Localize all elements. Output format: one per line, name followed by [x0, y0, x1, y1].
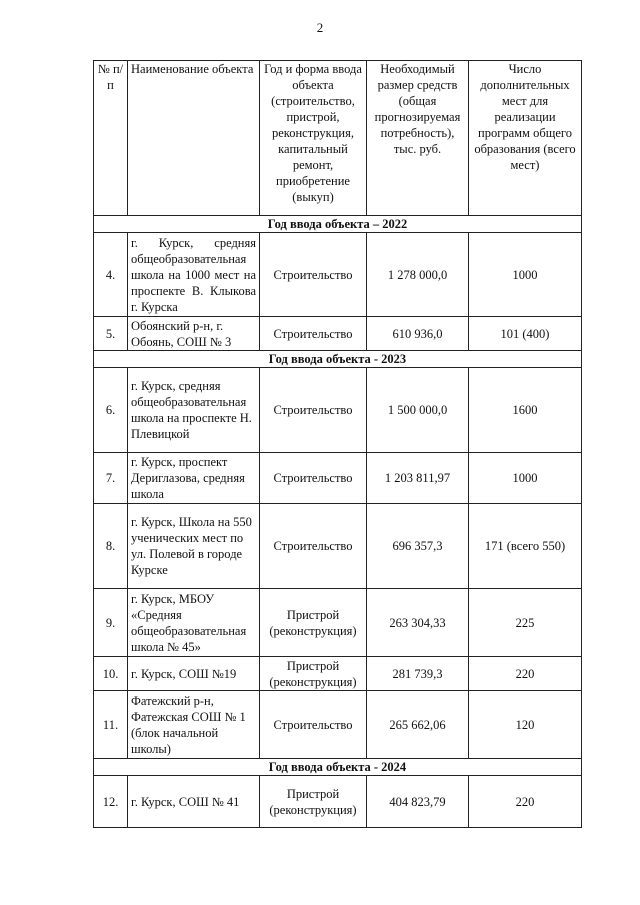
table-row [94, 504, 582, 589]
header-form: Год и форма ввода объекта (строительство, пристрой, реконструкция, капитальный ремонт, приобретение (выкуп) [260, 61, 367, 216]
page-number: 2 [316, 20, 324, 35]
table-row [94, 691, 582, 759]
object-form: Строительство [260, 504, 367, 589]
object-name: г. Курск, проспект Дериглазова, средняя школа [128, 453, 260, 504]
object-funds: 265 662,06 [367, 691, 469, 759]
object-places: 120 [469, 691, 582, 759]
section-title-2022: Год ввода объекта – 2022 [94, 216, 582, 233]
object-name: Фатежский р-н, Фатежская СОШ № 1 (блок начальной школы) [128, 691, 260, 759]
object-funds: 1 203 811,97 [367, 453, 469, 504]
object-funds: 610 936,0 [367, 317, 469, 351]
object-name: г. Курск, Школа на 550 ученических мест по ул. Полевой в городе Курске [128, 504, 260, 589]
section-row-2023 [94, 351, 582, 368]
object-places: 101 (400) [469, 317, 582, 351]
object-funds: 263 304,33 [367, 589, 469, 657]
object-form: Строительство [260, 317, 367, 351]
object-form: Пристрой (реконструкция) [260, 776, 367, 828]
object-form: Строительство [260, 453, 367, 504]
object-name: г. Курск, СОШ №19 [128, 657, 260, 691]
header-object-name: Наименование объекта [128, 61, 260, 216]
object-form: Строительство [260, 691, 367, 759]
object-places: 220 [469, 657, 582, 691]
object-name: Обоянский р-н, г. Обоянь, СОШ № 3 [128, 317, 260, 351]
object-places: 1600 [469, 368, 582, 453]
row-number: 6. [94, 368, 128, 453]
table-row [94, 657, 582, 691]
object-name: г. Курск, СОШ № 41 [128, 776, 260, 828]
objects-table [93, 60, 582, 828]
object-funds: 281 739,3 [367, 657, 469, 691]
section-row-2022 [94, 216, 582, 233]
row-number: 7. [94, 453, 128, 504]
table-row [94, 776, 582, 828]
object-places: 1000 [469, 233, 582, 317]
object-name: г. Курск, средняя общеобразовательная школа на проспекте Н. Плевицкой [128, 368, 260, 453]
object-places: 171 (всего 550) [469, 504, 582, 589]
table-row [94, 589, 582, 657]
object-places: 225 [469, 589, 582, 657]
object-funds: 696 357,3 [367, 504, 469, 589]
row-number: 4. [94, 233, 128, 317]
table-row [94, 368, 582, 453]
object-name: г. Курск, МБОУ «Средняя общеобразовательная школа № 45» [128, 589, 260, 657]
object-form: Строительство [260, 368, 367, 453]
section-title-2023: Год ввода объекта - 2023 [94, 351, 582, 368]
object-funds: 1 278 000,0 [367, 233, 469, 317]
table-row [94, 453, 582, 504]
object-funds: 404 823,79 [367, 776, 469, 828]
object-name: г. Курск, средняя общеобразовательная школа на 1000 мест на проспекте В. Клыкова г. Курска [128, 233, 260, 317]
object-places: 1000 [469, 453, 582, 504]
row-number: 12. [94, 776, 128, 828]
object-form: Пристрой (реконструкция) [260, 589, 367, 657]
section-title-2024: Год ввода объекта - 2024 [94, 759, 582, 776]
row-number: 10. [94, 657, 128, 691]
section-row-2024 [94, 759, 582, 776]
table-row [94, 233, 582, 317]
row-number: 8. [94, 504, 128, 589]
header-places: Число дополнительных мест для реализации программ общего образования (всего мест) [469, 61, 582, 216]
header-number: № п/п [94, 61, 128, 216]
object-places: 220 [469, 776, 582, 828]
object-form: Пристрой (реконструкция) [260, 657, 367, 691]
header-funds: Необходимый размер средств (общая прогнозируемая потребность), тыс. руб. [367, 61, 469, 216]
row-number: 11. [94, 691, 128, 759]
row-number: 5. [94, 317, 128, 351]
table-row [94, 317, 582, 351]
object-funds: 1 500 000,0 [367, 368, 469, 453]
row-number: 9. [94, 589, 128, 657]
table-header-row [94, 61, 582, 216]
object-form: Строительство [260, 233, 367, 317]
